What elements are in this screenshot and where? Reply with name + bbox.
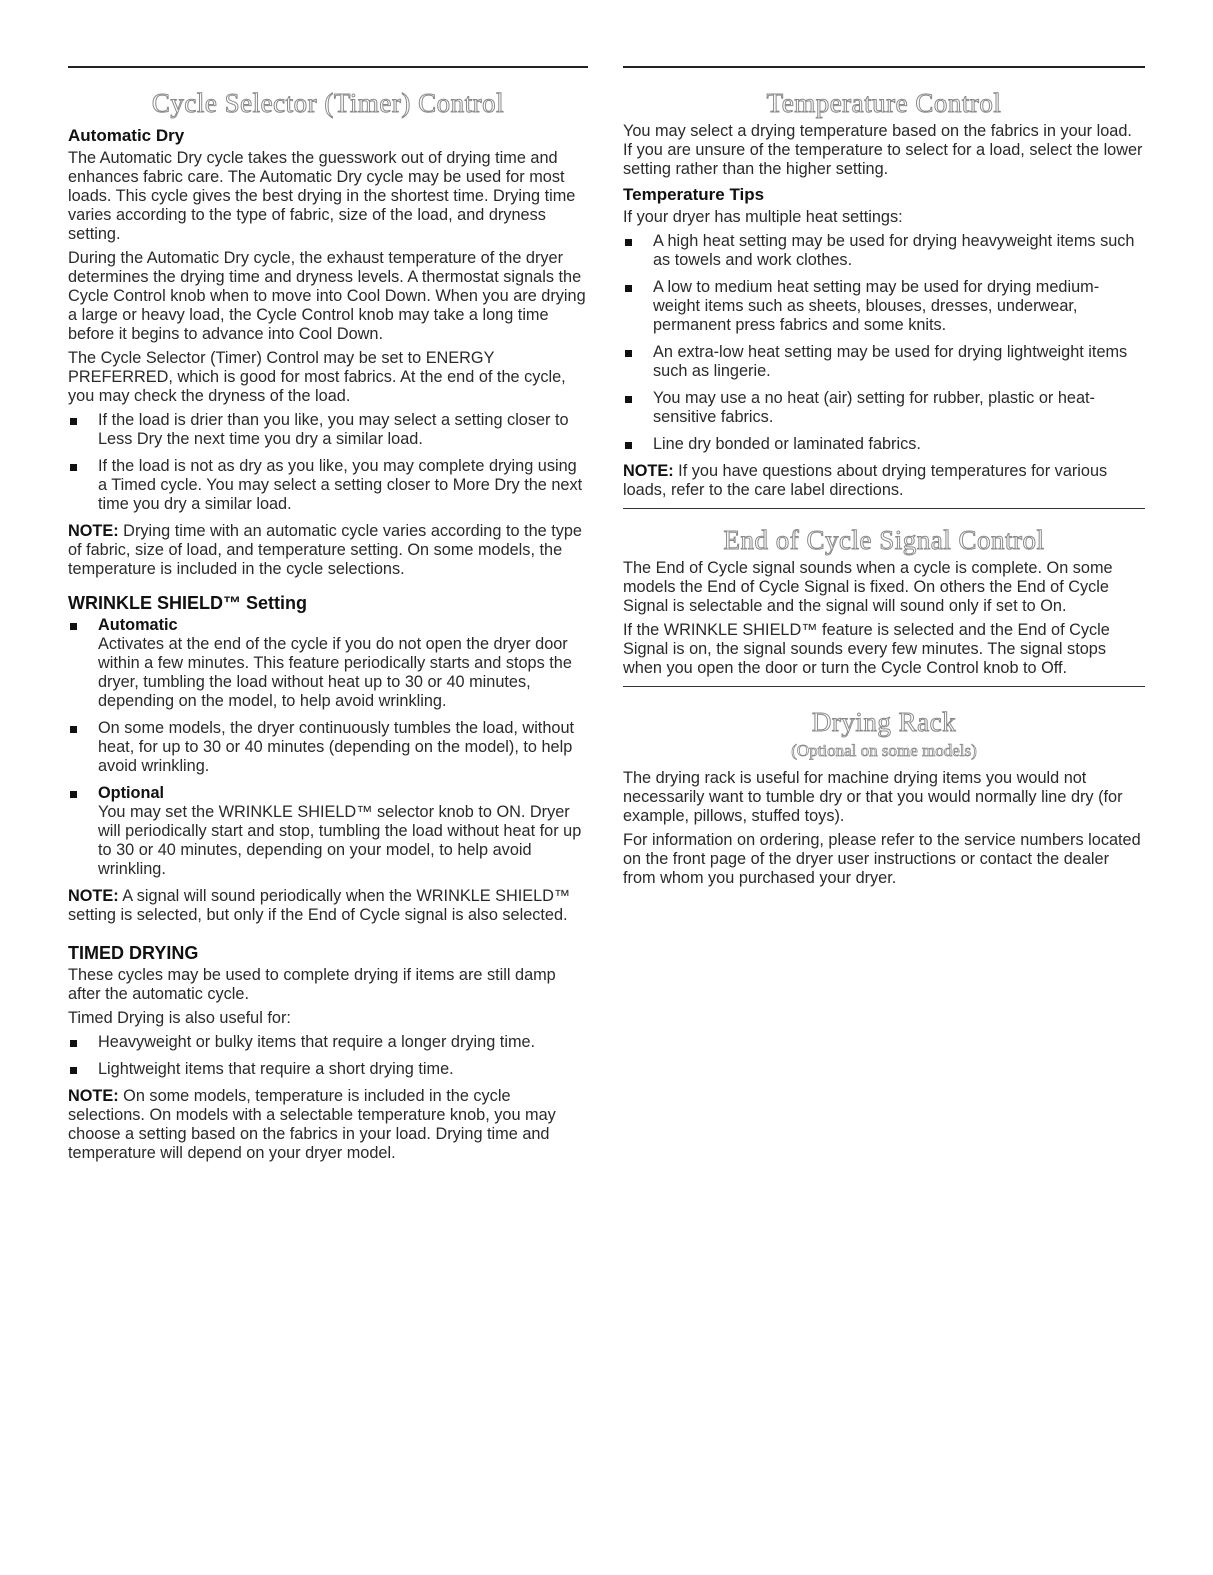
section-divider: [623, 686, 1145, 687]
timed-drying-note: NOTE: On some models, temperature is included in the cycle selections. On models with a selectable temperature knob, you may choose a setting based on the fabrics in your load. Drying time and temperature will depend on your dryer model.: [68, 1087, 556, 1162]
end-of-cycle-paragraph-2: If the WRINKLE SHIELD™ feature is selected and the End of Cycle Signal is on, the signal sounds every few minutes. The signal stops when you open the door or turn the Cycle Control knob to Off.: [623, 621, 1110, 677]
bullet-icon: [625, 350, 632, 357]
list-item: If the load is not as dry as you like, you may complete drying using a Timed cycle. You may select a setting closer to More Dry the next time you dry a similar load.: [68, 457, 588, 514]
list-item: An extra-low heat setting may be used for drying lightweight items such as lingerie.: [623, 343, 1145, 381]
temperature-control-title: Temperature Control: [766, 88, 1002, 118]
list-item: A high heat setting may be used for drying heavyweight items such as towels and work clothes.: [623, 232, 1145, 270]
end-of-cycle-title: End of Cycle Signal Control: [723, 525, 1045, 555]
bullet-icon: [625, 285, 632, 292]
note-label: NOTE:: [623, 462, 674, 480]
right-column: [623, 66, 1145, 893]
list-item: Line dry bonded or laminated fabrics.: [623, 435, 1145, 454]
left-column: [68, 66, 588, 1168]
bullet-icon: [70, 1067, 77, 1074]
drying-rack-paragraph-2: For information on ordering, please refer to the service numbers located on the front page of the dryer user instructions or contact the dealer from whom you purchased your dryer.: [623, 831, 1141, 887]
cycle-selector-title: Cycle Selector (Timer) Control: [151, 88, 505, 118]
list-item: Optional You may set the WRINKLE SHIELD™ selector knob to ON. Dryer will periodically start and stop, tumbling the load without heat for up to 30 or 40 minutes, depending on your model, to help avoid wrinkling.: [68, 784, 588, 879]
temperature-note: NOTE: If you have questions about drying temperatures for various loads, refer to the care label directions.: [623, 462, 1108, 499]
note-label: NOTE:: [68, 1087, 119, 1105]
bullet-icon: [625, 442, 632, 449]
list-item: A low to medium heat setting may be used for drying medium-weight items such as sheets, blouses, dresses, underwear, permanent press fabrics and some knits.: [623, 278, 1145, 335]
drying-rack-paragraph-1: The drying rack is useful for machine drying items you would not necessarily want to tumble dry or that you would normally line dry (for example, pillows, stuffed toys).: [623, 769, 1123, 825]
automatic-option-title: Automatic: [98, 616, 178, 634]
section-divider: [68, 66, 588, 68]
automatic-dry-note: NOTE: Drying time with an automatic cycle varies according to the type of fabric, size of load, and temperature setting. On some models, the temperature is included in the cycle selections.: [68, 522, 582, 578]
timed-drying-paragraph-2: Timed Drying is also useful for:: [68, 1009, 291, 1027]
temperature-tips-heading: Temperature Tips: [623, 185, 765, 204]
temperature-paragraph-2: If your dryer has multiple heat settings:: [623, 208, 903, 226]
wrinkle-shield-note: NOTE: A signal will sound periodically when the WRINKLE SHIELD™ setting is selected, but only if the End of Cycle signal is also selected.: [68, 887, 571, 924]
bullet-icon: [70, 791, 77, 798]
automatic-dry-paragraph-2: During the Automatic Dry cycle, the exhaust temperature of the dryer determines the drying time and dryness levels. A thermostat signals the Cycle Control knob when to move into Cool Down. When you are drying a large or heavy load, the Cycle Control knob may take a long time before it begins to advance into Cool Down.: [68, 249, 586, 343]
note-label: NOTE:: [68, 887, 119, 905]
bullet-icon: [70, 1040, 77, 1047]
automatic-dry-heading: Automatic Dry: [68, 126, 185, 145]
list-item: Heavyweight or bulky items that require a longer drying time.: [68, 1033, 588, 1052]
dryness-bullet-list: [68, 411, 588, 514]
drying-rack-subtitle: (Optional on some models): [791, 741, 977, 760]
temperature-paragraph-1: You may select a drying temperature based on the fabrics in your load. If you are unsure of the temperature to select for a load, select the lower setting rather than the higher setting.: [623, 122, 1143, 178]
bullet-icon: [625, 239, 632, 246]
automatic-dry-paragraph-1: The Automatic Dry cycle takes the guesswork out of drying time and enhances fabric care. The Automatic Dry cycle may be used for most loads. This cycle gives the best drying in the shortest time. Drying time varies according to the type of fabric, size of the load, and dryness setting.: [68, 149, 576, 243]
automatic-dry-paragraph-3: The Cycle Selector (Timer) Control may be set to ENERGY PREFERRED, which is good for most fabrics. At the end of the cycle, you may check the dryness of the load.: [68, 349, 566, 405]
temperature-tips-list: [623, 232, 1145, 454]
wrinkle-shield-heading: WRINKLE SHIELD™ Setting: [68, 593, 307, 613]
drying-rack-title: Drying Rack: [811, 707, 957, 737]
bullet-icon: [70, 464, 77, 471]
list-item: Automatic Activates at the end of the cycle if you do not open the dryer door within a few minutes. This feature periodically starts and stops the dryer, tumbling the load without heat up to 30 or 40 minutes, depending on the model, to help avoid wrinkling.: [68, 616, 588, 711]
bullet-icon: [70, 726, 77, 733]
bullet-icon: [70, 623, 77, 630]
section-divider: [623, 508, 1145, 509]
list-item: You may use a no heat (air) setting for rubber, plastic or heat-sensitive fabrics.: [623, 389, 1145, 427]
timed-drying-list: [68, 1033, 588, 1079]
timed-drying-paragraph-1: These cycles may be used to complete drying if items are still damp after the automatic cycle.: [68, 966, 556, 1003]
section-divider: [623, 66, 1145, 68]
bullet-icon: [70, 418, 77, 425]
timed-drying-heading: TIMED DRYING: [68, 943, 199, 963]
bullet-icon: [625, 396, 632, 403]
list-item: If the load is drier than you like, you may select a setting closer to Less Dry the next time you dry a similar load.: [68, 411, 588, 449]
optional-option-title: Optional: [98, 784, 165, 802]
list-item: Lightweight items that require a short drying time.: [68, 1060, 588, 1079]
note-label: NOTE:: [68, 522, 119, 540]
list-item: On some models, the dryer continuously tumbles the load, without heat, for up to 30 or 40 minutes (depending on the model), to help avoid wrinkling.: [68, 719, 588, 776]
end-of-cycle-paragraph-1: The End of Cycle signal sounds when a cycle is complete. On some models the End of Cycle Signal is fixed. On others the End of Cycle Signal is selectable and the signal will sound only if set to On.: [623, 559, 1113, 615]
wrinkle-shield-list: [68, 616, 588, 879]
